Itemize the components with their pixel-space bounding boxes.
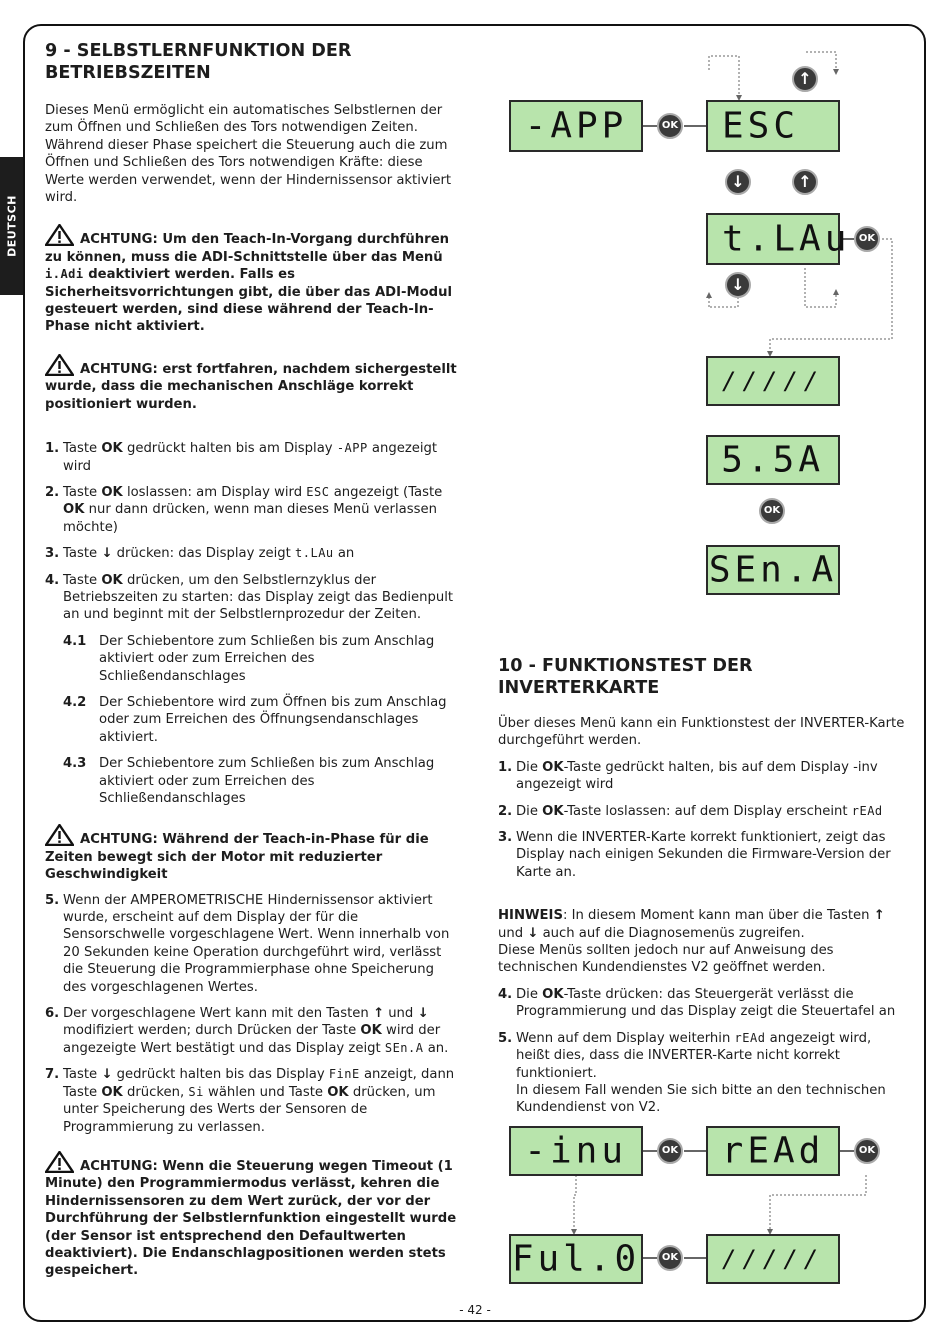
intro-paragraph: Über dieses Menü kann ein Funktionstest der INVERTER-Karte durchgeführt werden. (498, 716, 905, 749)
arrow-up-icon: ↑ (792, 169, 818, 195)
warning-2: ACHTUNG: erst fortfahren, nachdem sichergestellt wurde, dass die mechanischen Anschläge korrekt positioniert wurden. (45, 354, 457, 413)
arrow-up-icon: ↑ (372, 1006, 384, 1022)
list-item: 6. Der vorgeschlagene Wert kann mit den Tasten ↑ und ↓ modifiziert werden; durch Drücken der Taste OK wird der angezeigte Wert bestätigt und das Display zeigt SEn.A an. (45, 1006, 449, 1056)
arrow-down-icon: ↓ (101, 546, 113, 562)
section-9-title: 9 - SELBSTLERNFUNKTION DER BETRIEBSZEITEN (45, 41, 352, 83)
page-number: - 42 - (459, 1303, 491, 1317)
warning-1: ACHTUNG: Um den Teach-In-Vorgang durchführen zu können, muss die ADI-Schnittstelle über das Menü i.Adi deaktiviert werden. Falls es Sicherheitsvorrichtungen gibt, die über das ADI-Modul gesteuert werden, sind diese während der Teach-In-Phase nicht aktiviert. (45, 224, 457, 335)
lcd-display-ssa: 5.5A (706, 435, 840, 485)
arrow-up-icon: ↑ (873, 908, 885, 924)
lcd-display-tlau: t.LAu (706, 213, 840, 265)
ok-button: OK (657, 113, 683, 139)
list-item: 2. Die OK-Taste loslassen: auf dem Display erscheint rEAd (498, 803, 883, 819)
lcd-display-esc: ESC (706, 100, 840, 152)
list-item: 5. Wenn auf dem Display weiterhin rEAd angezeigt wird, heißt dies, dass die INVERTER-Karte nicht korrekt funktioniert. In diesem Fall wenden Sie sich bitte an den technischen Kundendienst von V2. (498, 1030, 886, 1116)
arrow-down-icon: ↓ (725, 169, 751, 195)
list-item: 1. Taste OK gedrückt halten bis am Display -APP angezeigt wird (45, 441, 438, 474)
sub-item: 4.2 Der Schiebentore wird zum Öffnen bis zum Anschlag oder zum Erreichen des Öffnungsendanschlages aktiviert. (63, 694, 447, 745)
arrow-down-icon: ↓ (101, 1067, 113, 1083)
ok-button: OK (854, 226, 880, 252)
lcd-display-app: -APP (509, 100, 643, 152)
list-item: 5. Wenn der AMPEROMETRISCHE Hindernissensor aktiviert wurde, erscheint auf dem Display der für die Sensorschwelle vorgeschlagene Wert. Wenn innerhalb von 20 Sekunden keine Operation durchgeführt wird, verlässt die Steuerung die Programmierphase ohne Speicherung des vorgeschlagenen Wertes. (45, 892, 450, 995)
arrow-up-icon: ↑ (792, 66, 818, 92)
lcd-display-bars: ///// (706, 1234, 840, 1284)
list-item: 3. Wenn die INVERTER-Karte korrekt funktioniert, zeigt das Display nach einigen Sekunden die Firmware-Version der Karte an. (498, 830, 891, 880)
arrow-down-icon: ↓ (417, 1006, 429, 1022)
sub-item: 4.3 Der Schiebentore zum Schließen bis zum Anschlag aktiviert oder zum Erreichen des Schließendanschlages (63, 756, 435, 806)
lcd-display-ful: Ful.0 (509, 1234, 643, 1284)
list-item: 1. Die OK-Taste gedrückt halten, bis auf dem Display -inv angezeigt wird (498, 759, 878, 793)
ok-button: OK (759, 498, 785, 524)
warning-4: ACHTUNG: Wenn die Steuerung wegen Timeout (1 Minute) den Programmiermodus verlässt, kehren die Hindernissensoren zu dem Wert zurück, der vor der Durchführung der Selbstlernfunktion eingestellt wurde (der Sensor ist entsprechend den Defaultwerten deaktiviert). Die Endanschlagpositionen werden stets gespeichert. (45, 1151, 457, 1280)
section-10-title: 10 - FUNKTIONSTEST DER INVERTERKARTE (498, 656, 753, 698)
list-item: 3. Taste ↓ drücken: das Display zeigt t.LAu an (45, 546, 355, 562)
lcd-display-bars: ///// (706, 356, 840, 406)
list-item: 4. Die OK-Taste drücken: das Steuergerät verlässt die Programmierung und das Display zeigt die Steuertafel an (498, 986, 896, 1020)
list-item: 2. Taste OK loslassen: am Display wird ESC angezeigt (Taste OK nur dann drücken, wenn man dieses Menü verlassen möchte) (45, 484, 443, 535)
lcd-display-sena: SEn.A (706, 545, 840, 595)
intro-paragraph-2: Während dieser Phase speichert die Steuerung auch die zum Öffnen und Schließen des Tors notwendigen Kräfte: diese Werte werden verwendet, wenn der Hindernissensor aktiviert wird. (45, 137, 452, 206)
hint-paragraph-2: Diese Menüs sollten jedoch nur auf Anweisung des technischen Kundendienstes V2 geöffnet werden. (498, 943, 834, 976)
ok-button: OK (854, 1138, 880, 1164)
language-tab: DEUTSCH (0, 157, 23, 295)
ok-button: OK (657, 1138, 683, 1164)
lcd-display-read: rEAd (706, 1126, 840, 1176)
hint-paragraph: HINWEIS: In diesem Moment kann man über die Tasten ↑ und ↓ auch auf die Diagnosemenüs zugreifen. (498, 908, 885, 941)
arrow-down-icon: ↓ (527, 925, 539, 941)
intro-paragraph: Dieses Menü ermöglicht ein automatisches Selbstlernen der zum Öffnen und Schließen des Tors notwendigen Zeiten. (45, 103, 443, 136)
warning-3: ACHTUNG: Während der Teach-in-Phase für die Zeiten bewegt sich der Motor mit reduzierter Geschwindigkeit (45, 824, 457, 883)
list-item: 7. Taste ↓ gedrückt halten bis das Display FinE anzeigt, dann Taste OK drücken, Si wählen und Taste OK drücken, um unter Speicherung des Werts der Sensoren de Programmierung zu verlassen. (45, 1067, 455, 1135)
arrow-down-icon: ↓ (725, 272, 751, 298)
sub-item: 4.1 Der Schiebentore zum Schließen bis zum Anschlag aktiviert oder zum Erreichen des Schließendanschlages (63, 633, 435, 684)
lcd-display-inv: -inu (509, 1126, 643, 1176)
ok-button: OK (657, 1245, 683, 1271)
list-item: 4. Taste OK drücken, um den Selbstlernzyklus der Betriebszeiten zu starten: das Display zeigt das Bedienpult an und beginnt mit der Selbstlernprozedur der Zeiten. (45, 572, 454, 623)
